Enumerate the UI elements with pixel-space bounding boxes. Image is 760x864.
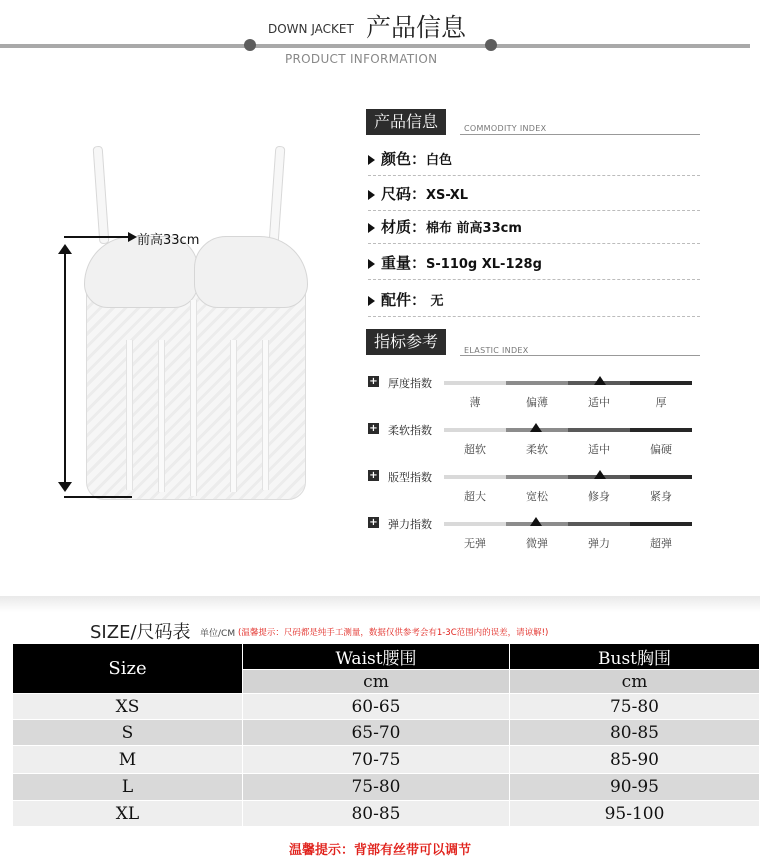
boning (158, 340, 165, 492)
boning (262, 340, 269, 490)
index-marker-icon (530, 423, 542, 432)
size-table (12, 643, 760, 827)
index-option: 适中 (588, 443, 610, 456)
table-cell-waist: 75-80 (243, 774, 510, 801)
index-option: 微弹 (526, 537, 548, 550)
boning (190, 300, 197, 496)
product-info-tag-line (460, 134, 700, 135)
bullet-triangle-icon (368, 155, 375, 165)
dimension-top-line (64, 236, 132, 238)
dimension-top-arrow (128, 232, 137, 242)
attribute-value: XS-XL (426, 188, 469, 203)
right-strap (269, 146, 286, 244)
index-bar (444, 381, 692, 385)
bullet-triangle-icon (368, 296, 375, 306)
index-option: 弹力 (588, 537, 610, 550)
index-option: 薄 (469, 396, 481, 409)
size-header: Size (13, 644, 243, 694)
index-bar (444, 522, 692, 526)
index-label: 版型指数 (388, 471, 432, 484)
table-cell-size: S (13, 720, 243, 746)
attribute-row (368, 289, 444, 310)
index-bar (444, 475, 692, 479)
dimension-label: 前高33cm (137, 233, 200, 248)
size-chart-unit: 单位/CM (200, 629, 236, 639)
index-option: 超大 (464, 490, 486, 503)
index-bar-segment (630, 381, 692, 385)
dimension-vertical-line (64, 252, 66, 482)
header-dot-left (244, 39, 256, 51)
index-label: 弹力指数 (388, 518, 432, 531)
bust-header: Bust胸围 (510, 644, 760, 670)
index-tag-line (460, 355, 700, 356)
dimension-bottom-line (64, 496, 132, 498)
footer-note: 温馨提示：背部有丝带可以调节 (288, 843, 471, 858)
index-option: 适中 (588, 396, 610, 409)
boning (230, 340, 237, 492)
index-marker-icon (594, 470, 606, 479)
plus-icon: + (369, 517, 378, 528)
attribute-value: 棉布 前高33cm (426, 221, 522, 236)
attribute-divider (368, 243, 700, 244)
index-bar-segment (568, 522, 630, 526)
index-option: 偏硬 (650, 443, 672, 456)
table-row (13, 774, 760, 801)
attribute-divider (368, 175, 700, 176)
table-cell-bust: 95-100 (510, 801, 760, 827)
attribute-value: 白色 (426, 153, 453, 168)
index-option: 宽松 (526, 490, 548, 503)
table-cell-bust: 75-80 (510, 694, 760, 720)
attribute-value: 无 (426, 294, 444, 309)
attribute-label: 颜色： (381, 150, 427, 168)
right-cup (194, 236, 308, 308)
index-option: 修身 (588, 490, 610, 503)
dimension-arrow-up (58, 244, 72, 254)
table-row (13, 801, 760, 827)
plus-icon: + (369, 470, 378, 481)
table-cell-bust: 80-85 (510, 720, 760, 746)
index-bar-segment (506, 475, 568, 479)
attribute-row (368, 216, 522, 237)
index-option: 无弹 (464, 537, 486, 550)
attribute-divider (368, 210, 700, 211)
index-option: 偏薄 (526, 396, 548, 409)
product-info-tag-en: COMMODITY INDEX (464, 124, 547, 133)
attribute-label: 材质： (381, 218, 427, 236)
index-tag-en: ELASTIC INDEX (464, 346, 529, 355)
index-label: 厚度指数 (388, 377, 432, 390)
bullet-triangle-icon (368, 223, 375, 233)
index-option: 柔软 (526, 443, 548, 456)
index-option: 超弹 (650, 537, 672, 550)
index-option: 厚 (655, 396, 667, 409)
index-bar-segment (444, 522, 506, 526)
table-cell-bust: 90-95 (510, 774, 760, 801)
attribute-divider (368, 316, 700, 317)
attribute-value: S-110g XL-128g (426, 257, 542, 272)
index-bar-segment (630, 475, 692, 479)
table-row (13, 720, 760, 746)
index-bar (444, 428, 692, 432)
bullet-triangle-icon (368, 190, 375, 200)
index-bar-segment (630, 428, 692, 432)
table-cell-size: M (13, 746, 243, 774)
index-bar-segment (444, 428, 506, 432)
index-label: 柔软指数 (388, 424, 432, 437)
header-subtitle: PRODUCT INFORMATION (285, 52, 438, 66)
left-strap (93, 146, 110, 244)
table-cell-size: XS (13, 694, 243, 720)
index-option: 超软 (464, 443, 486, 456)
plus-icon: + (369, 423, 378, 434)
header-title-cn: 产品信息 (366, 13, 467, 42)
attribute-label: 重量： (381, 254, 427, 272)
bust-unit: cm (510, 670, 760, 694)
table-cell-size: L (13, 774, 243, 801)
table-cell-waist: 60-65 (243, 694, 510, 720)
size-chart-warning: (温馨提示：尺码都是纯手工测量，数据仅供参考会有1-3C范围内的误差，请谅解!) (238, 628, 549, 638)
size-chart-title: SIZE/尺码表 (90, 622, 191, 643)
plus-icon: + (369, 376, 378, 387)
attribute-label: 尺码： (381, 185, 427, 203)
index-bar-segment (506, 381, 568, 385)
attribute-row (368, 183, 468, 204)
table-cell-waist: 65-70 (243, 720, 510, 746)
index-bar-segment (568, 428, 630, 432)
index-bar-segment (444, 381, 506, 385)
table-cell-bust: 85-90 (510, 746, 760, 774)
attribute-label: 配件： (381, 291, 427, 309)
dimension-arrow-down (58, 482, 72, 492)
table-cell-size: XL (13, 801, 243, 827)
product-info-tag: 产品信息 (366, 109, 446, 135)
index-bar-segment (444, 475, 506, 479)
table-row (13, 746, 760, 774)
boning (126, 340, 133, 490)
bullet-triangle-icon (368, 259, 375, 269)
attribute-row (368, 148, 452, 169)
section-shadow (0, 596, 760, 612)
index-marker-icon (594, 376, 606, 385)
index-option: 紧身 (650, 490, 672, 503)
attribute-divider (368, 279, 700, 280)
waist-unit: cm (243, 670, 510, 694)
waist-header: Waist腰围 (243, 644, 510, 670)
table-row (13, 694, 760, 720)
header-divider (0, 44, 750, 48)
header-title-en: DOWN JACKET (268, 22, 354, 36)
attribute-row (368, 252, 542, 273)
index-bar-segment (630, 522, 692, 526)
header-dot-right (485, 39, 497, 51)
table-cell-waist: 80-85 (243, 801, 510, 827)
table-cell-waist: 70-75 (243, 746, 510, 774)
index-marker-icon (530, 517, 542, 526)
index-tag: 指标参考 (366, 329, 446, 355)
